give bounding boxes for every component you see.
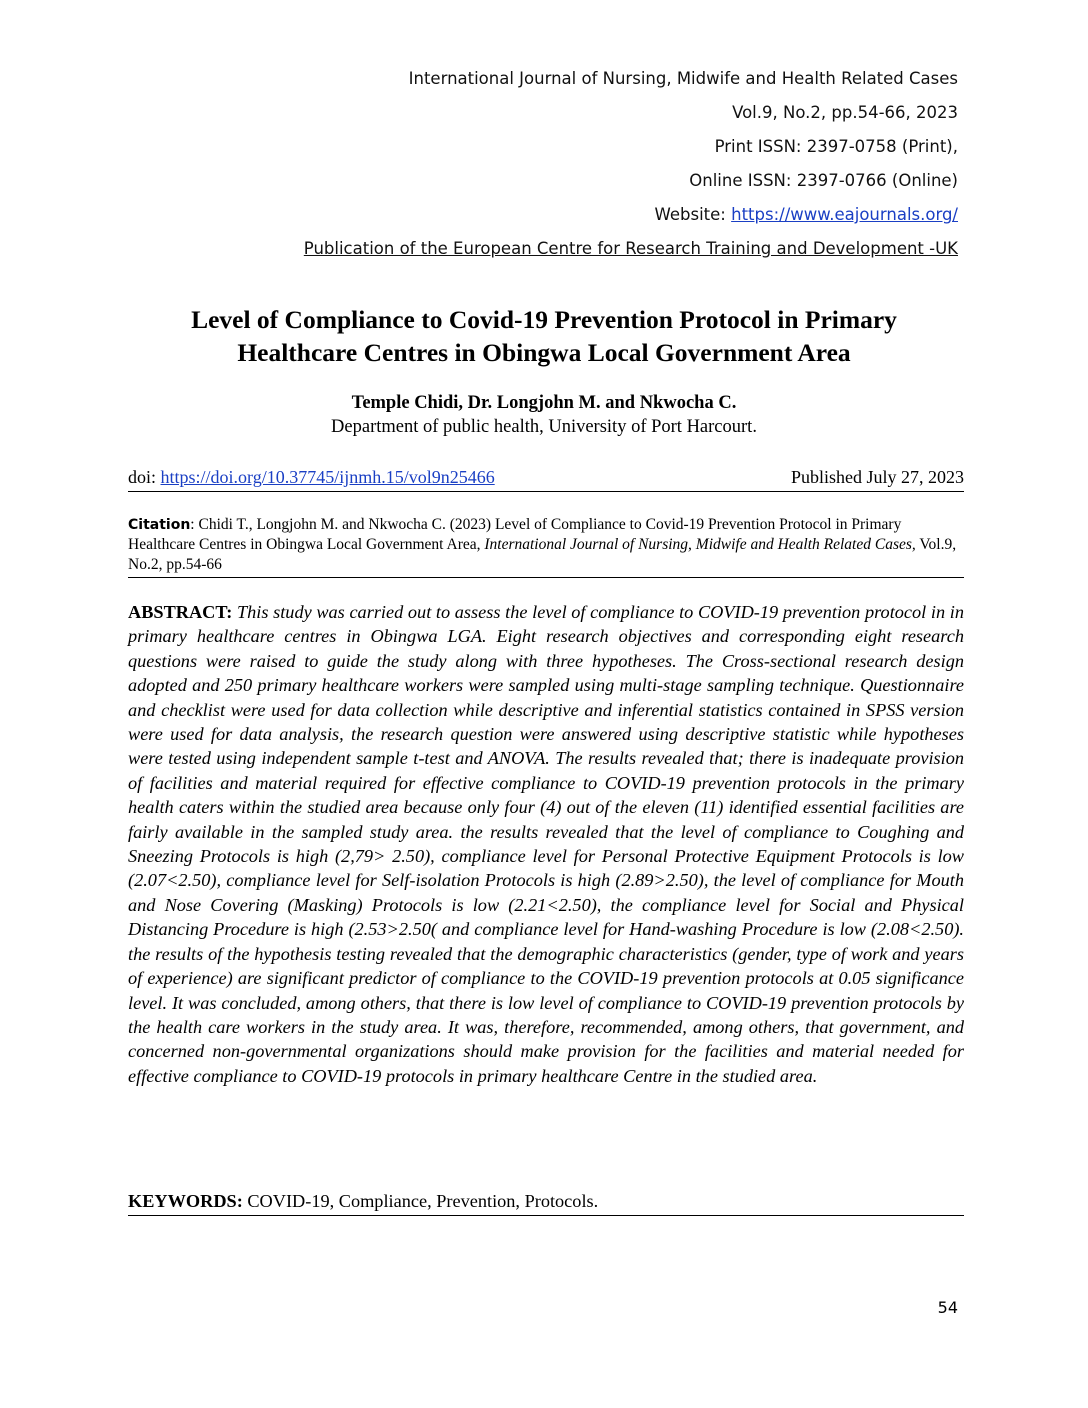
keywords-text: COVID-19, Compliance, Prevention, Protocols. [242, 1191, 599, 1211]
doi-row [128, 465, 964, 492]
citation [128, 515, 964, 578]
website-label: Website: [654, 205, 732, 224]
title-line-1: Level of Compliance to Covid-19 Prevention Protocol in Primary [191, 305, 897, 334]
title-line-2: Healthcare Centres in Obingwa Local Government Area [237, 338, 851, 367]
affiliation: Department of public health, University of Port Harcourt. [331, 417, 757, 437]
citation-journal: International Journal of Nursing, Midwife and Health Related Cases, [484, 536, 916, 553]
journal-name: International Journal of Nursing, Midwife and Health Related Cases [408, 69, 958, 88]
abstract-text: This study was carried out to assess the level of compliance to COVID-19 prevention protocol in in primary healthcare centres in Obingwa LGA. Eight research objectives and corresponding eight research questions were raised to guide the study along with three hypotheses. The Cross-sectional research design adopted and 250 primary healthcare workers were sampled using multi-stage sampling technique. Questionnaire and checklist were used for data collection while descriptive and inferential statistics contained in SPSS version were used for data analysis, the research question were answered using descriptive statistic while hypotheses were tested using independent sample t-test and ANOVA. The results revealed that; there is inadequate provision of facilities and material required for effective compliance to COVID-19 prevention protocols in the primary health caters within the studied area because only four (4) out of the eleven (11) identified essential facilities are fairly available in the sampled study area. the results revealed that the level of compliance to Coughing and Sneezing Protocols is high (2,79> 2.50), compliance level for Personal Protective Equipment Protocols is low (2.07<2.50), compliance level for Self-isolation Protocols is high (2.89>2.50), the level of compliance for Mouth and Nose Covering (Masking) Protocols is low (2.21<2.50), the compliance level for Social and Physical Distancing Procedure is high (2.53>2.50( and compliance level for Hand-washing Procedure is low (2.08<2.50). the results of the hypothesis testing revealed that the demographic characteristics (gender, type of work and years of experience) are significant predictor of compliance to the COVID-19 prevention protocols at 0.05 significance level. It was concluded, among others, that there is low level of compliance to COVID-19 prevention protocols by the health care workers in the study area. It was, therefore, recommended, among others, that government, and concerned non-governmental organizations should make provision for the facilities and material needed for effective compliance to COVID-19 protocols in primary healthcare Centre in the studied area. [128, 602, 964, 1086]
keywords [128, 1189, 964, 1216]
published-date: Published July 27, 2023 [790, 467, 964, 487]
website-line [304, 198, 958, 232]
journal-header [304, 62, 958, 266]
paper-title [100, 303, 988, 369]
citation-tail: Vol.9, No.2, pp.54-66 [128, 536, 957, 573]
journal-volume: Vol.9, No.2, pp.54-66, 2023 [732, 103, 958, 122]
online-issn: Online ISSN: 2397-0766 (Online) [689, 171, 958, 190]
doi-label: doi: [128, 467, 161, 487]
page-number: 54 [937, 1298, 958, 1317]
publisher-line: Publication of the European Centre for Research Training and Development -UK [303, 239, 958, 258]
doi [128, 465, 495, 489]
citation-label: Citation [128, 517, 191, 533]
doi-link[interactable]: https://doi.org/10.37745/ijnmh.15/vol9n25466 [160, 467, 495, 487]
citation-text: : Chidi T., Longjohn M. and Nkwocha C. (2023) Level of Compliance to Covid-19 Prevention Protocol in Primary Healthcare Centres in Obingwa Local Government Area, [128, 516, 902, 553]
website-link[interactable]: https://www.eajournals.org/ [731, 205, 958, 224]
abstract-label: ABSTRACT: [128, 602, 233, 622]
abstract [128, 600, 964, 1088]
print-issn: Print ISSN: 2397-0758 (Print), [714, 137, 958, 156]
keywords-label: KEYWORDS: [128, 1191, 243, 1211]
authors: Temple Chidi, Dr. Longjohn M. and Nkwocha C. [351, 393, 737, 413]
